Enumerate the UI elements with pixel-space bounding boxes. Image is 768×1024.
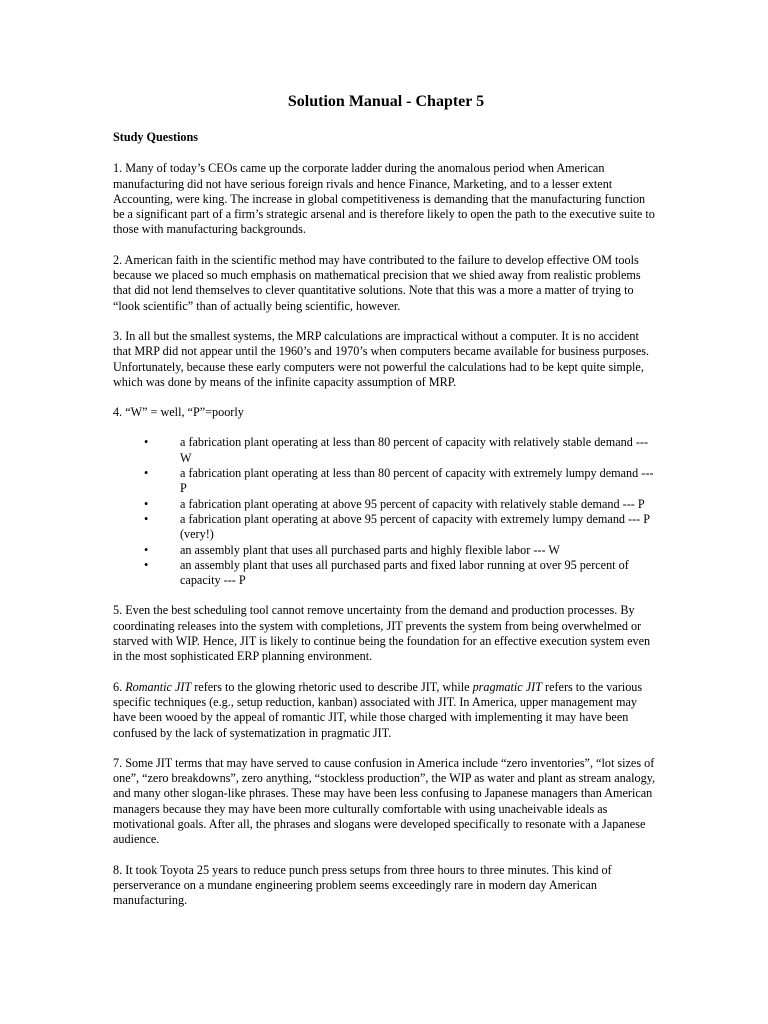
list-item <box>113 558 659 589</box>
list-item <box>113 543 659 558</box>
list-item <box>113 497 659 512</box>
question-6-text-1: refers to the glowing rhetoric used to describe JIT, while <box>191 679 473 694</box>
question-3: 3. In all but the smallest systems, the MRP calculations are impractical without a computer. It is no accident that MRP did not appear until the 1960’s and 1970’s when computers became available for business purposes. Unfortunately, because these early computers were not powerful the calculations had to be kept quite simple, which was done by means of the infinite capacity assumption of MRP. <box>113 328 650 389</box>
question-1: 1. Many of today’s CEOs came up the corporate ladder during the anomalous period when American manufacturing did not have serious foreign rivals and hence Finance, Marketing, and to a lesser extent Accounting, were king. The increase in global competitiveness is demanding that the manufacturing function be a significant part of a firm’s strategic arsenal and is therefore likely to open the path to the executive suite to those with manufacturing backgrounds. <box>113 161 655 237</box>
list-item <box>113 435 659 466</box>
list-item <box>113 466 659 497</box>
list-item-text: a fabrication plant operating at above 95 percent of capacity with extremely lumpy demand --- P (very!) <box>180 511 650 542</box>
bullet-icon: • <box>144 511 149 526</box>
list-item-text: an assembly plant that uses all purchased parts and highly flexible labor --- W <box>180 542 560 557</box>
bullet-icon: • <box>144 466 149 481</box>
question-6-text-2: refers to the various specific techniques (e.g., setup reduction, kanban) associated with JIT. In America, upper management may have been wooed by the appeal of romantic JIT, while those charged with implementing it may have been confused by the lack of systematization in pragmatic JIT. <box>113 679 643 740</box>
question-4-list <box>113 435 659 588</box>
question-6 <box>113 680 659 741</box>
question-5: 5. Even the best scheduling tool cannot remove uncertainty from the demand and production processes. By coordinating releases into the system with completions, JIT prevents the system from being overwhelmed or starved with WIP. Hence, JIT is likely to continue being the foundation for an effective execution system even in the most sophisticated ERP planning environment. <box>113 603 651 664</box>
question-7: 7. Some JIT terms that may have served to cause confusion in America include “zero inventories”, “lot sizes of one”, “zero breakdowns”, zero anything, “stockless production”, the WIP as water and plant as stream analogy, and many other slogan-like phrases. These may have been less confusing to Japanese managers than American managers because they may have been more culturally comfortable with using unacheivable ideals as motivational goals. After all, the phrases and slogans were developed specifically to resonate with a Japanese audience. <box>113 755 656 847</box>
question-2: 2. American faith in the scientific method may have contributed to the failure to develop effective OM tools because we placed so much emphasis on mathematical precision that we shied away from realistic problems that did not lend themselves to clever quantitative solutions. Note that this was a more a matter of trying to “look scientific” than of actually being scientific, however. <box>113 252 641 313</box>
question-4-intro: 4. “W” = well, “P”=poorly <box>113 405 244 420</box>
list-item <box>113 512 659 543</box>
question-6-number: 6. <box>113 679 126 694</box>
document-page <box>113 92 659 923</box>
list-item-text: an assembly plant that uses all purchased parts and fixed labor running at over 95 percent of capacity --- P <box>180 557 629 588</box>
document-title: Solution Manual - Chapter 5 <box>287 93 485 110</box>
list-item-text: a fabrication plant operating at above 95 percent of capacity with relatively stable demand --- P <box>180 496 645 511</box>
bullet-icon: • <box>144 496 149 511</box>
list-item-text: a fabrication plant operating at less than 80 percent of capacity with extremely lumpy demand --- P <box>180 466 654 496</box>
bullet-icon: • <box>144 557 149 572</box>
romantic-jit-term: Romantic JIT <box>125 679 192 694</box>
bullet-icon: • <box>144 435 149 450</box>
bullet-icon: • <box>144 542 149 557</box>
section-heading: Study Questions <box>113 130 199 144</box>
list-item-text: a fabrication plant operating at less than 80 percent of capacity with relatively stable demand --- W <box>180 435 649 465</box>
pragmatic-jit-term: pragmatic JIT <box>472 679 542 694</box>
question-8: 8. It took Toyota 25 years to reduce punch press setups from three hours to three minutes. This kind of perserverance on a mundane engineering problem seems exceedingly rare in modern day American manufacturing. <box>113 862 612 908</box>
